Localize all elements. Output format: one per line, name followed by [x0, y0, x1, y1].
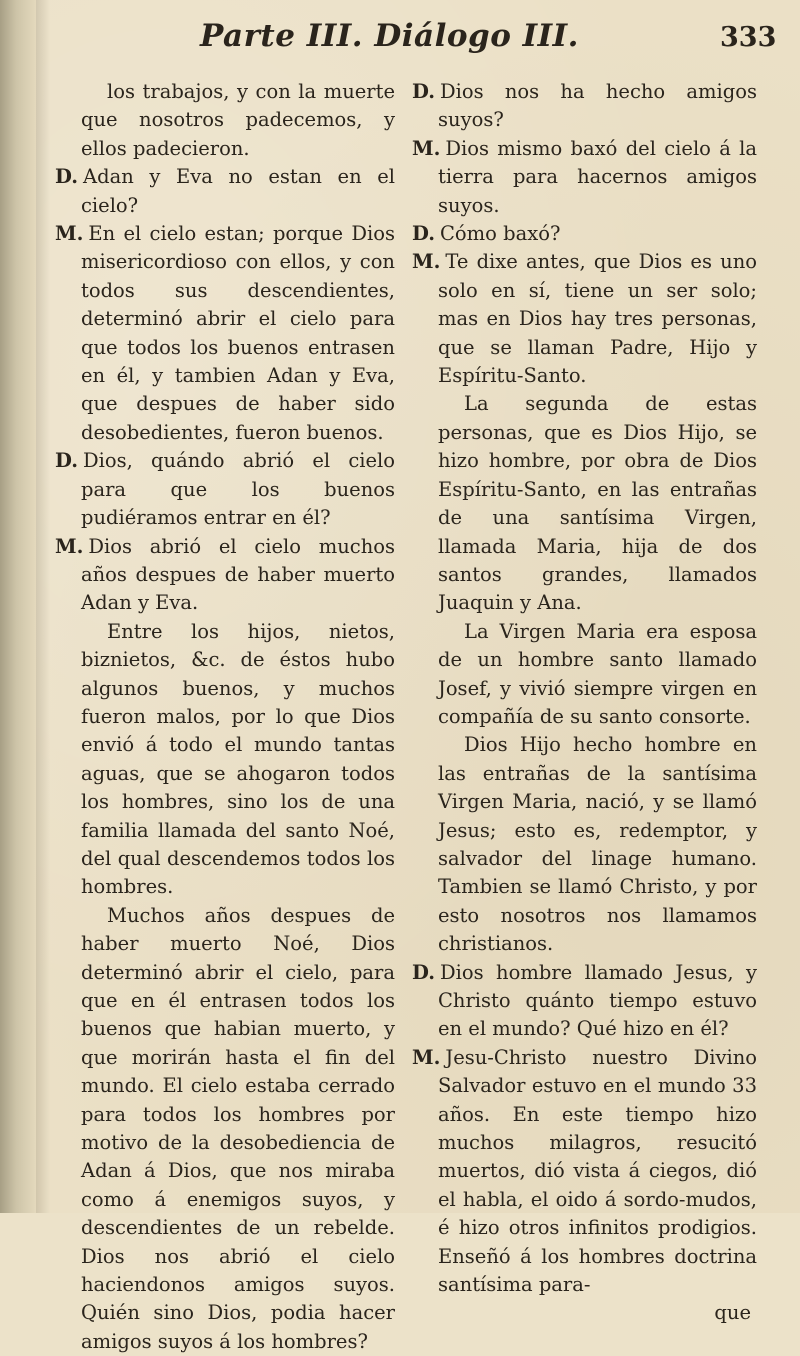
dialogue-paragraph [55, 163, 395, 220]
paragraph-text: En el cielo estan; porque Dios misericordioso con ellos, y con todos sus descendientes, determinó abrir el cielo para que todos los buenos entrasen en él, y tambien Adan y Eva, que despues de haber sido desobedientes, fueron buenos. [81, 222, 395, 444]
paragraph-text: Dios abrió el cielo muchos años despues de haber muerto Adan y Eva. [81, 534, 395, 615]
dialogue-paragraph [55, 220, 395, 447]
left-column [55, 78, 395, 1356]
speaker-label: M. [55, 534, 84, 558]
dialogue-paragraph [412, 248, 757, 390]
dialogue-paragraph [412, 78, 757, 135]
paragraph-text: Dios, quándo abrió el cielo para que los buenos pudiéramos entrar en él? [81, 449, 395, 530]
paragraph-text: La segunda de estas personas, que es Dios Hijo, se hizo hombre, por obra de Dios Espíritu-Santo, en las entrañas de una santísima Virgen, llamada Maria, hija de dos santos grandes, llamados Juaquin y Ana. [438, 392, 757, 615]
paragraph-text: Muchos años despues de haber muerto Noé, Dios determinó abrir el cielo, para que en él entrasen todos los buenos que habian muerto, y que morirán hasta el fin del mundo. El cielo estaba cerrado para todos los hombres por motivo de la desobediencia de Adan á Dios, que nos miraba como á enemigos suyos, y descendientes de un rebelde. Dios nos abrió el cielo haciendonos amigos suyos. Quién sino Dios, podia hacer amigos suyos á los hombres? [81, 903, 395, 1353]
speaker-label: D. [412, 222, 436, 246]
paragraph-text: Jesu-Christo nuestro Divino Salvador estuvo en el mundo 33 años. En este tiempo hizo muchos milagros, resucitó muertos, dió vista á ciegos, dió el habla, el oido á sordo-mudos, é hizo otros infinitos prodigios. Enseñó á los hombres doctrina santísima para- [438, 1045, 757, 1297]
dialogue-paragraph [412, 959, 757, 1044]
paragraph-text: Dios Hijo hecho hombre en las entrañas de la santísima Virgen Maria, nació, y se llamó Jesus; esto es, redemptor, y salvador del linage humano. Tambien se llamó Christo, y por esto nosotros nos llamamos christianos. [438, 733, 757, 956]
speaker-label: D. [412, 960, 436, 984]
dialogue-paragraph [412, 1044, 757, 1300]
speaker-label: M. [412, 1045, 441, 1069]
speaker-label: D. [55, 165, 79, 189]
page-header [0, 18, 800, 58]
page-binding-edge [0, 0, 36, 1213]
speaker-label: D. [412, 80, 436, 103]
narrative-paragraph [412, 618, 757, 732]
speaker-label: M. [412, 136, 441, 160]
paragraph-text: Entre los hijos, nietos, biznietos, &c. de éstos hubo algunos buenos, y muchos fueron malos, por lo que Dios envió á todo el mundo tantas aguas, que se ahogaron todos los hombres, sino los de una familia llamada del santo Noé, del qual descendemos todos los hombres. [81, 619, 395, 899]
page-number: 333 [720, 22, 777, 53]
narrative-paragraph [55, 902, 395, 1356]
narrative-paragraph [412, 731, 757, 958]
paragraph-text: Dios nos ha hecho amigos suyos? [438, 80, 757, 132]
dialogue-paragraph [55, 533, 395, 618]
dialogue-paragraph [55, 447, 395, 532]
catchword: que [714, 1301, 751, 1325]
speaker-label: M. [412, 250, 441, 274]
dialogue-paragraph [412, 135, 757, 220]
narrative-paragraph [55, 78, 395, 163]
narrative-paragraph [412, 390, 757, 617]
narrative-paragraph [55, 618, 395, 902]
paragraph-text: Dios hombre llamado Jesus, y Christo quánto tiempo estuvo en el mundo? Qué hizo en él? [438, 960, 757, 1041]
paragraph-text: Cómo baxó? [440, 222, 561, 246]
speaker-label: M. [55, 222, 84, 246]
paragraph-text: los trabajos, y con la muerte que nosotros padecemos, y ellos padecieron. [81, 80, 395, 160]
binding-shadow [36, 0, 50, 1213]
right-column [412, 78, 757, 1328]
speaker-label: D. [55, 449, 79, 473]
dialogue-paragraph [412, 220, 757, 248]
paragraph-text: La Virgen Maria era esposa de un hombre santo llamado Josef, y vivió siempre virgen en compañía de su santo consorte. [438, 619, 757, 728]
paragraph-text: Te dixe antes, que Dios es uno solo en sí, tiene un ser solo; mas en Dios hay tres personas, que se llaman Padre, Hijo y Espíritu-Santo. [438, 250, 757, 388]
running-head: Parte III. Diálogo III. [200, 18, 579, 54]
paragraph-text: Dios mismo baxó del cielo á la tierra para hacernos amigos suyos. [438, 136, 757, 217]
paragraph-text: Adan y Eva no estan en el cielo? [81, 165, 395, 217]
